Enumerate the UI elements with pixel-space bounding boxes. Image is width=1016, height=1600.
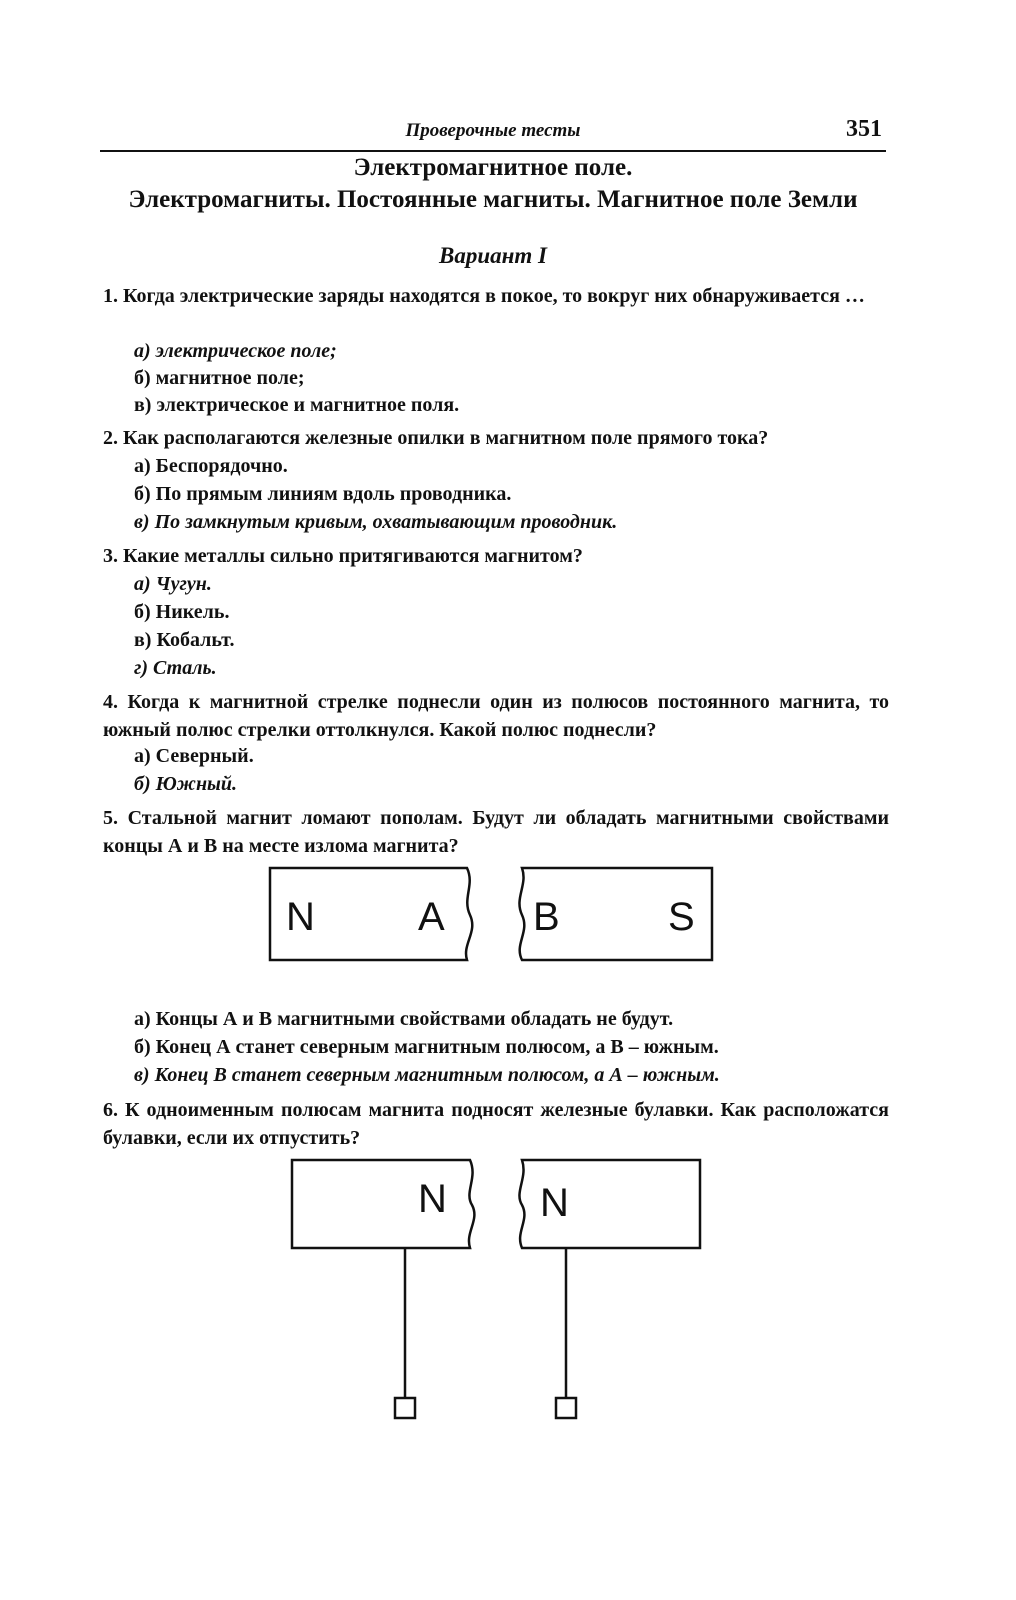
topic-title-line1: Электромагнитное поле.: [353, 154, 633, 181]
q5-option-a: а) Концы А и В магнитными свойствами обладать не будут.: [134, 1008, 674, 1030]
q4-option-b: б) Южный.: [134, 773, 238, 795]
label-end-a: A: [418, 895, 445, 939]
label-end-b: B: [533, 895, 560, 939]
label-n-left: N: [418, 1177, 447, 1221]
question-3: 3. Какие металлы сильно притягиваются магнитом?: [103, 545, 583, 567]
pin-right-head: [556, 1398, 576, 1418]
section-title: Проверочные тесты: [405, 120, 581, 141]
page-number: 351: [846, 116, 882, 142]
topic-title-line2: Электромагниты. Постоянные магниты. Магнитное поле Земли: [128, 186, 858, 213]
magnet-right: [519, 1160, 700, 1248]
magnet-half-right: [519, 868, 712, 960]
q5-option-b: б) Конец А станет северным магнитным полюсом, а В – южным.: [134, 1036, 719, 1058]
q1-option-c: в) электрическое и магнитное поля.: [134, 394, 460, 416]
q3-option-c: в) Кобальт.: [134, 629, 235, 651]
q4-option-a: а) Северный.: [134, 745, 254, 767]
label-n-pole: N: [286, 895, 315, 939]
q3-option-b: б) Никель.: [134, 601, 230, 623]
q2-option-c: в) По замкнутым кривым, охватывающим проводник.: [134, 511, 618, 533]
q3-option-d: г) Сталь.: [134, 657, 217, 679]
q1-option-a: а) электрическое поле;: [134, 340, 337, 362]
label-s-pole: S: [668, 895, 695, 939]
q5-option-c: в) Конец В станет северным магнитным полюсом, а А – южным.: [134, 1064, 720, 1086]
variant-heading: Вариант I: [439, 243, 547, 268]
magnet-half-left: [270, 868, 472, 960]
q2-option-b: б) По прямым линиям вдоль проводника.: [134, 483, 512, 505]
question-6: 6. К одноименным полюсам магнита подносят железные булавки. Как расположатся булавки, если их отпустить?: [103, 1099, 889, 1149]
question-5: 5. Стальной магнит ломают пополам. Будут ли обладать магнитными свойствами концы А и В на месте излома магнита?: [103, 807, 889, 857]
question-2: 2. Как располагаются железные опилки в магнитном поле прямого тока?: [103, 427, 769, 449]
magnet-left: [292, 1160, 474, 1248]
q2-option-a: а) Беспорядочно.: [134, 455, 288, 477]
page-header: [100, 116, 886, 152]
q3-option-a: а) Чугун.: [134, 573, 212, 595]
question-4: 4. Когда к магнитной стрелке поднесли один из полюсов постоянного магнита, то южный полюс стрелки оттолкнулся. Какой полюс поднесли?: [103, 691, 889, 741]
pin-left-head: [395, 1398, 415, 1418]
label-n-right: N: [540, 1181, 569, 1225]
q1-option-b: б) магнитное поле;: [134, 367, 305, 389]
question-1: 1. Когда электрические заряды находятся в покое, то вокруг них обнаруживается …: [103, 285, 865, 307]
